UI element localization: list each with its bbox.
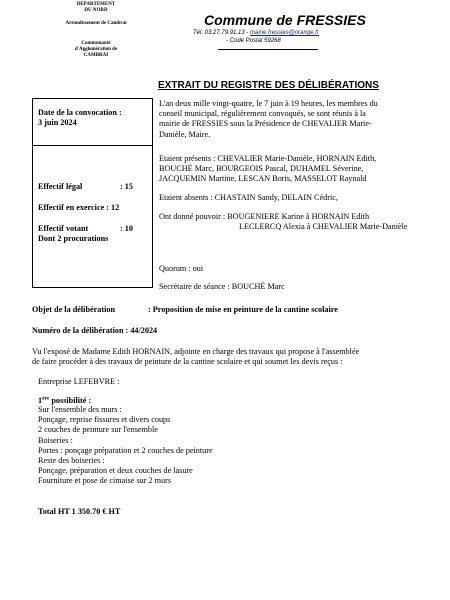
extract-title: EXTRAIT DU REGISTRE DES DÉLIBÉRATIONS: [158, 80, 379, 91]
effectifs-box: [32, 145, 153, 288]
detail-line: Ponçage, reprise fissures et divers coups: [38, 415, 171, 425]
effectif-exercice: Effectif en exercice : 12: [38, 203, 120, 212]
contact-line: [193, 29, 319, 37]
expose-line: Vu l'exposé de Madame Edith HORNAIN, adjointe en charge des travaux qui propose à l'assemblée: [32, 347, 360, 356]
communaute-line: Communauté: [81, 41, 111, 46]
detail-line: Boiseries :: [38, 435, 73, 445]
detail-line: Portes : ponçage préparation et 2 couches de peinture: [38, 445, 213, 455]
presents-paragraph: [159, 154, 376, 185]
presents-line: BOUCHÉ Marc, BOURGEOIS Pascal, DUHAMEL Séverine,: [159, 164, 364, 174]
postal-line: - Code Postal 59268: [226, 38, 281, 44]
effectif-votant-value: : 10: [120, 224, 133, 233]
tel-text: Tél. 03.27.79.91.13 -: [193, 30, 251, 36]
pouvoir-line: Ont donné pouvoir : BOUGENIERE Karine à HORNAIN Edith: [159, 212, 370, 221]
possibilite-label: possibilité :: [49, 396, 92, 405]
header-divider: [218, 49, 318, 50]
convocation-date: 3 juin 2024: [38, 118, 77, 128]
arrondissement: Arrondissement de Cambrai: [65, 21, 127, 26]
detail-line: Sur l'ensemble des murs :: [38, 405, 122, 414]
detail-line: 2 couches de peinture sur l'ensemble: [38, 425, 158, 435]
intro-line: L'an deux mille vingt-quatre, le 7 juin à 19 heures, les membres du: [159, 99, 378, 108]
communaute-line: d'Agglomération de: [74, 47, 118, 52]
possibilite-number: 1: [38, 396, 43, 405]
intro-line: Danièle, Maire.: [159, 129, 211, 139]
deliberation-number: Numéro de la délibération : 44/2024: [32, 326, 158, 335]
absents-line: Etaient absents : CHASTAIN Sandy, DELAIN Cédric,: [159, 193, 338, 202]
objet-label: Objet de la délibération: [32, 305, 116, 314]
quorum-line: Quorum : oui: [159, 264, 204, 273]
department-block: [40, 2, 152, 59]
possibilite-superscript: ère: [42, 395, 50, 402]
communaute-line: CAMBRAI: [83, 53, 109, 58]
intro-paragraph: [159, 99, 378, 140]
convocation-label: Date de la convocation :: [38, 108, 122, 117]
entreprise-line: Entreprise LEFEBVRE :: [38, 377, 120, 386]
secretaire-line: Secrétaire de séance : BOUCHÉ Marc: [159, 282, 285, 291]
expose-line: de faire procéder à des travaux de peinture de la cantine scolaire et qui soumet les devis reçus :: [32, 357, 343, 367]
presents-line: Etaient présents : CHEVALIER Marie-Danièle, HORNAIN Edith,: [159, 154, 377, 163]
procurations: Dont 2 procurations: [38, 234, 109, 243]
detail-line: Fourniture et pose de cimaise sur 2 murs: [38, 476, 172, 486]
expose-paragraph: [32, 347, 359, 367]
effectif-legal-label: Effectif légal: [38, 182, 83, 191]
commune-title: Commune de FRESSIES: [204, 12, 366, 28]
detail-line: Reste des boiseries :: [38, 456, 105, 466]
effectif-legal-value: : 15: [120, 182, 133, 191]
total-line: Total HT 1 350.70 € HT: [38, 507, 121, 516]
details-list: [38, 405, 213, 487]
pouvoir-line: LECLERCQ Alexia à CHEVALIER Marie-Danièle: [239, 222, 408, 231]
department-line: DEPARTEMENT: [76, 2, 116, 7]
effectif-votant-label: Effectif votant: [38, 224, 89, 233]
convocation-box: [32, 98, 153, 146]
objet-value: : Proposition de mise en peinture de la cantine scolaire: [148, 305, 338, 314]
department-line: DU NORD: [84, 8, 108, 13]
detail-line: Ponçage, préparation et deux couches de lasure: [38, 466, 193, 476]
email-link[interactable]: mairie.fressies@orange.fr: [250, 30, 319, 36]
intro-line: mairie de FRESSIES sous la Présidence de CHEVALIER Marie-: [159, 119, 372, 129]
intro-line: conseil municipal, régulièrement convoqués, se sont réunis à la: [159, 109, 366, 119]
presents-line: JACQUEMIN Martine, LESCAN Boris, MASSELOT Raynald: [159, 174, 367, 184]
